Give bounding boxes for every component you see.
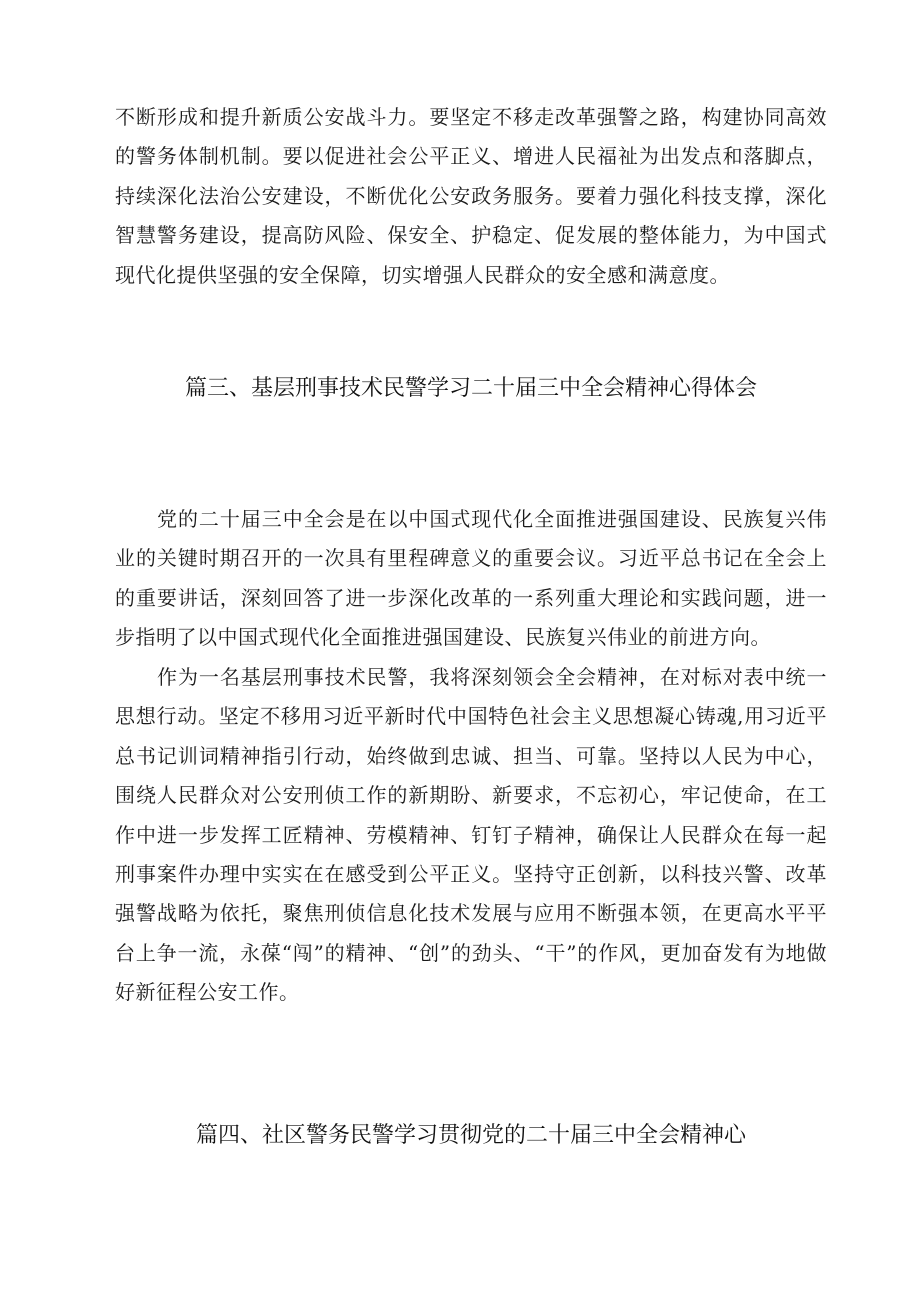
section-3-paragraph-1: 党的二十届三中全会是在以中国式现代化全面推进强国建设、民族复兴伟业的关键时期召开的一次具有里程碑意义的重要会议。习近平总书记在全会上的重要讲话，深刻回答了进一步深化改革的一系列重大理论和实践问题，进一步指明了以中国式现代化全面推进强国建设、民族复兴伟业的前进方向。: [115, 507, 827, 650]
section-3-title: 篇三、基层刑事技术民警学习二十届三中全会精神心得体会: [184, 376, 757, 401]
section-4-title: 篇四、社区警务民警学习贯彻党的二十届三中全会精神心: [195, 1123, 746, 1148]
section-3-paragraph-2: 作为一名基层刑事技术民警，我将深刻领会全会精神，在对标对表中统一思想行动。坚定不移用习近平新时代中国特色社会主义思想凝心铸魂,用习近平总书记训词精神指引行动，始终做到忠诚、担当、可靠。坚持以人民为中心，围绕人民群众对公安刑侦工作的新期盼、新要求，不忘初心，牢记使命，在工作中进一步发挥工匠精神、劳模精神、钉钉子精神，确保让人民群众在每一起刑事案件办理中实实在在感受到公平正义。坚持守正创新，以科技兴警、改革强警战略为依托，聚焦刑侦信息化技术发展与应用不断强本领，在更高水平平台上争一流，永葆“闯”的精神、“创”的劲头、“干”的作风，更加奋发有为地做好新征程公安工作。: [115, 665, 827, 1005]
continuation-paragraph: 不断形成和提升新质公安战斗力。要坚定不移走改革强警之路，构建协同高效的警务体制机制。要以促进社会公平正义、增进人民福祉为出发点和落脚点，持续深化法治公安建设，不断优化公安政务服务。要着力强化科技支撑，深化智慧警务建设，提高防风险、保安全、护稳定、促发展的整体能力，为中国式现代化提供坚强的安全保障，切实增强人民群众的安全感和满意度。: [115, 105, 827, 287]
